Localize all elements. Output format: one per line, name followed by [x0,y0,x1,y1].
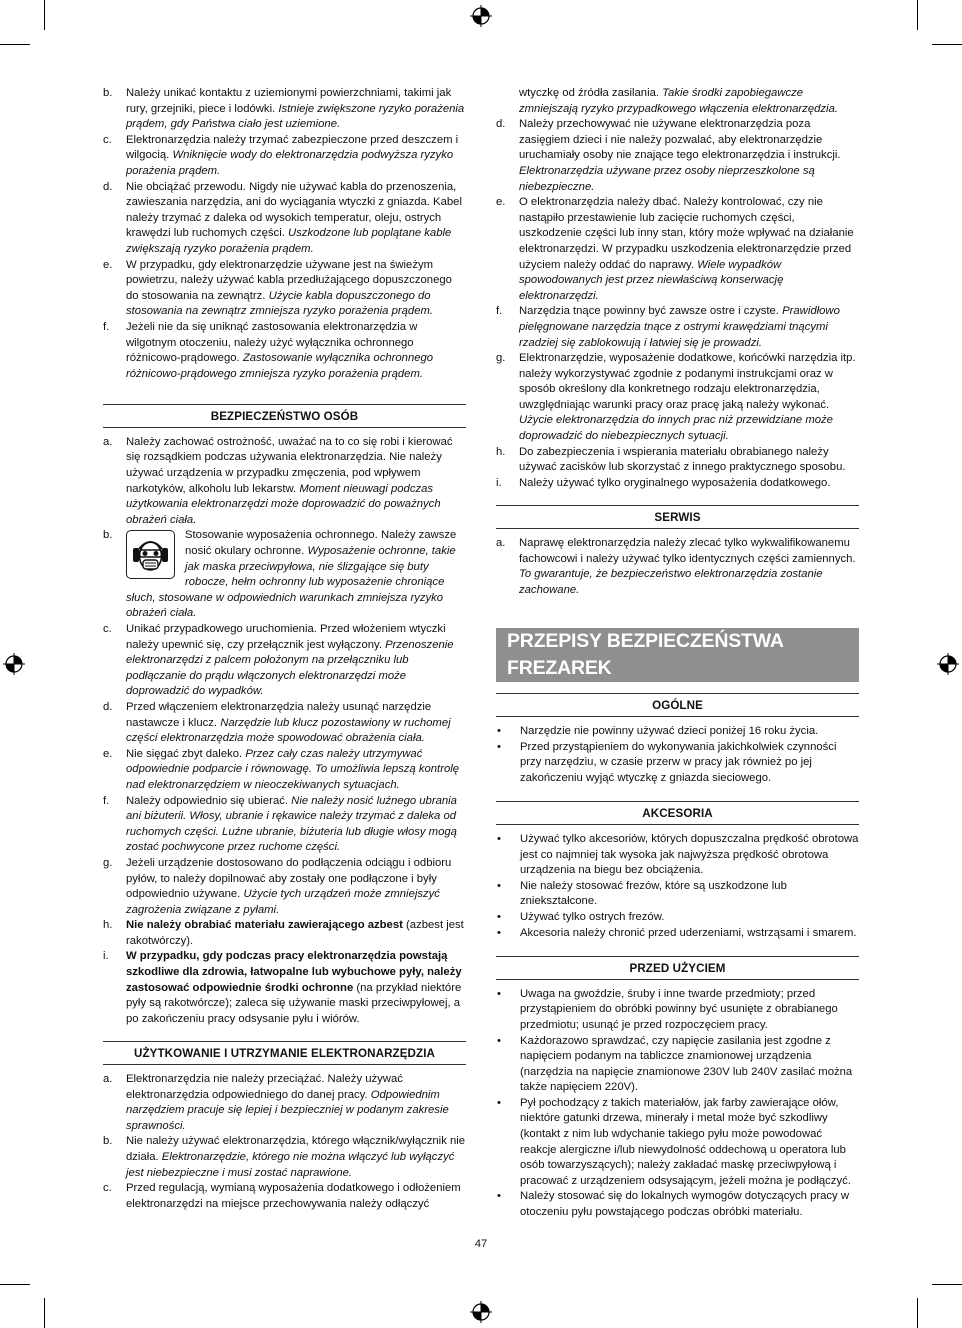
tool-use-list [103,1072,466,1212]
section-heading-service: SERWIS [496,505,859,529]
crop-mark [932,44,962,45]
list-item-italic: Użycie kabla dopuszczonego do stosowania na zewnątrz zmniejsza ryzyko porażenia prądem. [126,289,434,318]
registration-mark-icon [470,5,492,27]
right-column [496,86,859,1221]
list-item-label: e. [496,196,506,209]
bullet-item [496,1189,859,1220]
left-column [103,86,466,1212]
list-item-text [126,180,466,258]
list-item-label: g. [103,856,113,869]
list-item-italic: To gwarantuje, że bezpieczeństwo elektronarzędzia zostanie zachowane. [519,568,823,596]
electrical-safety-list [103,86,466,382]
list-item-label: f. [496,305,503,318]
list-item-text [126,258,466,320]
bullet-item [496,1034,859,1096]
list-item-italic: Użycie elektronarzędzia do innych prac niż przewidziane może doprowadzić do niebezpiecznych sytuacji. [519,414,833,443]
registration-mark-icon [937,653,959,675]
bullet-item [496,926,859,942]
bullet-icon: • [497,926,501,939]
list-item-italic: Wyposażenie ochronne, takie jak maska przeciwpyłowa, nie ślizgające się buty robocze, hełm ochronny lub wyposażenie chroniące słuch, stosowane w odpowiednich warunkach zmniejsza ryzyko obrażeń ciała. [126,545,456,620]
list-item-text [519,351,859,445]
list-item-plain: (azbest jest rakotwórczy). [126,919,464,947]
list-item [496,195,859,304]
bullet-icon: • [497,910,501,923]
list-item-label: b. [103,529,113,542]
list-item-label: g. [496,352,506,365]
list-item-plain: Przed włączeniem elektronarzędzia należy usunąć narzędzie nastawcze i klucz. [126,700,432,729]
list-item-italic: Użycie tych urządzeń może zmniejszyć zagrożenia związane z pyłami. [126,888,440,916]
list-item-plain: Należy przechowywać nie używane elektronarzędzia poza zasięgiem dzieci i nie należy pozwalać, aby elektronarzędzie uruchamiały osoby nie znające tego elektronarzędzia i instrukcji. [519,118,841,162]
list-item-text [519,445,859,476]
list-item-plain: Przed regulacją, wymianą wyposażenia dodatkowego i odłożeniem elektronarzędzi na miejsce przechowywania należy odłączyć [126,1182,461,1210]
accessories-list [496,832,859,941]
list-item-label: f. [103,320,110,333]
crop-mark [0,1284,30,1285]
list-item [103,918,466,949]
list-item [103,180,466,258]
list-item-plain: Do zabezpieczenia i wspierania materiału obrabianego należy używać zacisków lub skorzystać z innego praktycznego sposobu. [519,445,846,474]
list-item [103,86,466,133]
list-item-plain: Naprawę elektronarzędzia należy zlecać tylko wykwalifikowanemu fachowcowi i należy używać tylko identycznych części zamiennych. [519,537,856,565]
list-item-italic: Elektronarzędzie, którego nie można włączyć lub wyłączyć jest niebezpieczne i musi zostać naprawione. [126,1151,455,1179]
safety-goggles-ear-protection-icon [126,530,175,579]
bullet-item [496,740,859,787]
list-item-plain: Elektronarzędzie, wyposażenie dodatkowe, końcówki narzędzia itp. należy wykorzystywać zgodnie z podanymi instrukcjami oraz w sposób określony dla konkretnego rodzaju elektronarzędzia, uwzględniając warunki pracy oraz pracę jaką należy wykonać. [519,352,856,411]
crop-mark [0,44,30,45]
list-item-italic: Wiele wypadków spowodowanych jest przez niewłaściwą konserwację elektronarzędzi. [519,258,784,302]
list-item [496,445,859,476]
section-heading-tool-use: UŻYTKOWANIE I UTRZYMANIE ELEKTRONARZĘDZIA [103,1041,466,1065]
list-item-text [519,117,859,195]
list-item-text [126,1072,466,1134]
list-item-label: d. [103,180,113,193]
list-item [496,476,859,492]
main-title: PRZEPISY BEZPIECZEŃSTWA FREZAREK [496,628,859,682]
list-item [103,320,466,382]
list-item-text [126,435,466,529]
bullet-icon: • [497,1034,501,1047]
before-use-list [496,987,859,1221]
list-item [103,856,466,918]
list-item-text [519,195,859,304]
list-item-plain: Należy zachować ostrożność, uważać na to co się robi i kierować się rozsądkiem podczas używania elektronarzędzia. Nie należy używać urządzenia w przypadku zmęczenia, pod wpływem narkotyków, alkoholu lub lekarstw. [126,435,453,495]
bullet-icon: • [497,879,501,892]
list-item [103,1181,466,1212]
list-item-label: d. [103,700,113,713]
section-heading-accessories: AKCESORIA [496,801,859,825]
list-item-text [126,918,466,949]
list-item-text [126,622,466,700]
list-item-plain: Nie należy używać elektronarzędzia, którego włącznik/wyłącznik nie działa. [126,1135,466,1163]
bullet-icon: • [497,1190,501,1203]
list-item-label: a. [103,1073,113,1086]
list-item-text [126,949,466,1027]
list-item-italic: Istnieje zwiększone ryzyko porażenia prądem, gdy Państwa ciało jest uziemione. [126,102,465,131]
crop-mark [917,1298,918,1328]
bullet-icon: • [497,725,501,737]
personal-safety-list [103,435,466,1028]
list-item-plain: Elektronarzędzia należy trzymać zabezpieczone przed deszczem i wilgocią. [126,133,459,162]
bullet-item-text: Uwaga na gwoździe, śruby i inne twarde przedmioty; przed przystąpieniem do obróbki powinny być usunięte z obrabianego przedmiotu; usunąć je przed rozpoczęciem pracy. [520,987,838,1031]
list-item-text [126,320,466,382]
list-item-bold: Nie należy obrabiać materiału zawierającego azbest [126,919,403,932]
list-item-text [519,304,859,351]
list-item [496,117,859,195]
bullet-item-text: Używać tylko akcesoriów, których dopuszczalna prędkość obrotowa jest co najmniej tak wysoka jak najwyższa prędkość obrotowa urządzenia na biegu bez obciążenia. [520,832,859,877]
registration-mark-icon [470,1301,492,1323]
list-item-label: a. [103,435,113,448]
list-item-text [126,1181,466,1212]
list-item [103,949,466,1027]
list-item-italic: Elektronarzędzia używane przez osoby nieprzeszkolone są niebezpieczne. [519,164,815,193]
bullet-icon: • [497,832,501,845]
list-item-plain: Należy unikać kontaktu z uziemionymi powierzchniami, takimi jak rury, grzejniki, piece i lodówki. [126,87,452,115]
section-heading-general: OGÓLNE [496,693,859,717]
list-item-label: c. [103,1182,112,1195]
service-list [496,536,859,598]
list-item-label: d. [496,118,506,131]
bullet-icon: • [497,740,501,753]
list-item [496,304,859,351]
list-item [103,528,466,622]
list-item-label: c. [103,133,112,146]
list-item-plain: Jeżeli nie da się uniknąć zastosowania elektronarzędzia w wilgotnym otoczeniu, należy użyć wyłącznika ochronnego różnicowo-prądowego. [126,320,418,365]
list-item-plain: Elektronarzędzia nie należy przeciążać. Należy używać elektronarzędzia odpowiedniego do danej pracy. [126,1073,403,1101]
list-item-bold: W przypadku, gdy podczas pracy elektronarzędzia powstają szkodliwe dla zdrowia, łatwopalne lub wybuchowe pyły, należy zastosować odpowiednie środki ochronne [126,950,462,994]
list-item-italic: Nie należy nosić luźnego ubrania ani biżuterii. Włosy, ubranie i rękawice należy trzymać z daleka od ruchomych części. Luźne ubranie, biżuteria lub długie włosy mogą zostać pochwycone przez ruchome części. [126,794,457,854]
general-list [496,724,859,786]
section-heading-before-use: PRZED UŻYCIEM [496,956,859,980]
list-item-label: a. [496,537,506,550]
bullet-item-text: Nie należy stosować frezów, które są uszkodzone lub zniekształcone. [520,879,787,908]
bullet-item-text: Pył pochodzący z takich materiałów, jak farby zawierające ołów, niektóre gatunki drzewa, minerały i metal może być szkodliwy (kontakt z nim lub wdychanie takiego pyłu może powodować reakcje alergiczne i/lub niewydolność oddechową u operatora lub osób towarzyszących); należy zakładać maskę przeciwpyłową i pracować z urządzeniem odsysającym, jeżeli można je podłączyć. [520,1096,851,1187]
list-item-italic: Wniknięcie wody do elektronarzędzia podwyższa ryzyko porażenia prądem. [126,149,454,177]
list-item-text [126,794,466,856]
list-item-italic: Uszkodzone lub poplątane kable zwiększają ryzyko porażenia prądem. [126,227,452,255]
list-item-text [126,86,466,133]
list-item [103,435,466,529]
list-item [103,747,466,794]
list-item [496,351,859,445]
list-item-plain: Narzędzia tnące powinny być zawsze ostre i czyste. [519,305,779,318]
bullet-item [496,910,859,926]
list-item-label: i. [496,476,502,489]
tool-use-list-continued [496,117,859,491]
list-item-text [519,476,859,492]
crop-mark [917,0,918,30]
list-item-label: e. [103,747,113,760]
list-item [103,1134,466,1181]
list-item-text [126,856,466,918]
list-item-italic: Narzędzie lub klucz pozostawiony w ruchomej części elektronarzędzia może spowodować obrażenia ciała. [126,716,451,745]
bullet-item-text: Akcesoria należy chronić przed uderzeniami, wstrząsami i smarem. [520,926,857,939]
bullet-item-text: Każdorazowo sprawdzać, czy napięcie zasilania jest zgodne z napięciem podanym na tabliczce znamionowej urządzenia (narzędzia na napięcie znamionowe 230V lub 240V zasilać można także napięciem 220V). [520,1034,853,1094]
list-item [103,794,466,856]
list-item-label: h. [496,445,506,458]
list-item: wtyczkę od źródła zasilania. Takie środki zapobiegawcze zmniejszają ryzyko przypadkowego włączenia elektronarzędzia. [519,87,838,115]
bullet-item-text: Narzędzie nie powinny używać dzieci poniżej 16 roku życia. [520,725,819,737]
list-item-label: b. [103,1135,113,1148]
list-item-text [126,700,466,747]
list-item-plain: Należy używać tylko oryginalnego wyposażenia dodatkowego. [519,476,831,489]
list-item-italic: Przez cały czas należy utrzymywać odpowiednie podparcie i równowagę. To umożliwia lepszą kontrolę nad elektronarzędziem w nieoczekiwanych sytuacjach. [126,747,460,791]
list-item-italic: Prawidłowo pielęgnowane narzędzia tnące z ostrymi krawędziami tnącymi rzadziej się zablokowują i łatwiej się je prowadzi. [519,305,840,349]
list-item-plain: Nie obciążać przewodu. Nigdy nie używać kabla do przenoszenia, zawieszania narzędzia, ani do wyciągania wtyczki z gniazda. Kabel należy trzymać z daleka od wysokich temperatur, oleju, ostrych krawędzi lub ruchomych części. [126,180,462,240]
list-item [103,133,466,180]
list-item-label: e. [103,258,113,271]
list-item-label: h. [103,919,113,932]
list-item [103,1072,466,1134]
list-item-text [126,528,466,622]
crop-mark [44,1298,45,1328]
crop-mark [44,0,45,30]
list-item-plain: Unikać przypadkowego uruchomienia. Przed włożeniem wtyczki należy upewnić się, czy przełącznik jest wyłączony. [126,623,446,651]
list-item-text [126,133,466,180]
list-item-text [126,747,466,794]
bullet-icon: • [497,1096,501,1109]
list-item-italic: Moment nieuwagi podczas użytkowania elektronarzędzi może doprowadzić do poważnych obrażeń ciała. [126,482,441,526]
list-item [103,258,466,320]
bullet-item-text: Używać tylko ostrych frezów. [520,910,665,923]
list-item-label: i. [103,950,109,963]
list-item-label: f. [103,794,110,807]
list-item [496,536,859,598]
list-item-italic: Zastosowanie wyłącznika ochronnego różnicowo-prądowego zmniejsza ryzyko porażenia prądem. [126,352,434,380]
list-item [103,700,466,747]
registration-mark-icon [3,653,25,675]
crop-mark [932,1284,962,1285]
bullet-item-text: Przed przystąpieniem do wykonywania jakichkolwiek czynności przy narzędziu, w czasie przerw w pracy jak również po jej zakończeniu wyjąć wtyczkę z gniazda sieciowego. [520,740,837,784]
bullet-item [496,987,859,1034]
bullet-item [496,1096,859,1190]
list-item-label: b. [103,87,113,99]
list-item-plain: Należy odpowiednio się ubierać. [126,794,289,807]
list-item-italic: Przenoszenie elektronarzędzi z palcem położonym na przełączniku lub podłączanie do prądu włączonych elektronarzędzi może doprowadzić do wypadków. [126,638,454,698]
list-item-plain: Nie sięgać zbyt daleko. [126,747,243,760]
bullet-item [496,879,859,910]
list-item-plain: Jeżeli urządzenie dostosowano do podłączenia odciągu i odbioru pyłów, to należy dopilnować aby zostały one podłączone i były odpowiednio używane. [126,856,452,901]
list-item-plain: W przypadku, gdy elektronarzędzie używane jest na świeżym powietrzu, należy używać kabla przedłużającego dopuszczonego do stosowania na zewnątrz. [126,258,452,302]
page-number: 47 [474,1238,488,1250]
list-item [103,622,466,700]
list-item-text [519,536,859,598]
section-heading-personal-safety: BEZPIECZEŃSTWO OSÓB [103,404,466,428]
list-item-text [126,1134,466,1181]
bullet-item [496,724,859,740]
list-item-italic: Odpowiednim narzędziem pracuje się lepiej i bezpieczniej w podanym zakresie sprawności. [126,1088,449,1132]
list-item-plain: O elektronarzędzia należy dbać. Należy kontrolować, czy nie nastąpiło przestawienie lub zacięcie ruchomych części, uszkodzenie części lub inny stan, który może wpływać na działanie elektronarzędzi. W przypadku uszkodzenia elektronarzędzie przed użyciem należy oddać do naprawy. [519,196,854,271]
bullet-item [496,832,859,879]
bullet-icon: • [497,987,501,1000]
bullet-item-text: Należy stosować się do lokalnych wymogów dotyczących pracy w otoczeniu pyłu powstającego podczas obróbki materiału. [520,1190,849,1219]
list-item-plain: Stosowanie wyposażenia ochronnego. Należy zawsze nosić okulary ochronne. [185,529,457,558]
list-item-label: c. [103,623,112,635]
list-item-plain: (na przykład niektóre pyły są rakotwórcze); zaleca się używanie maski przeciwpyłowej, a po zakończeniu pracy odsysanie pyłu i wiórów. [126,981,462,1025]
